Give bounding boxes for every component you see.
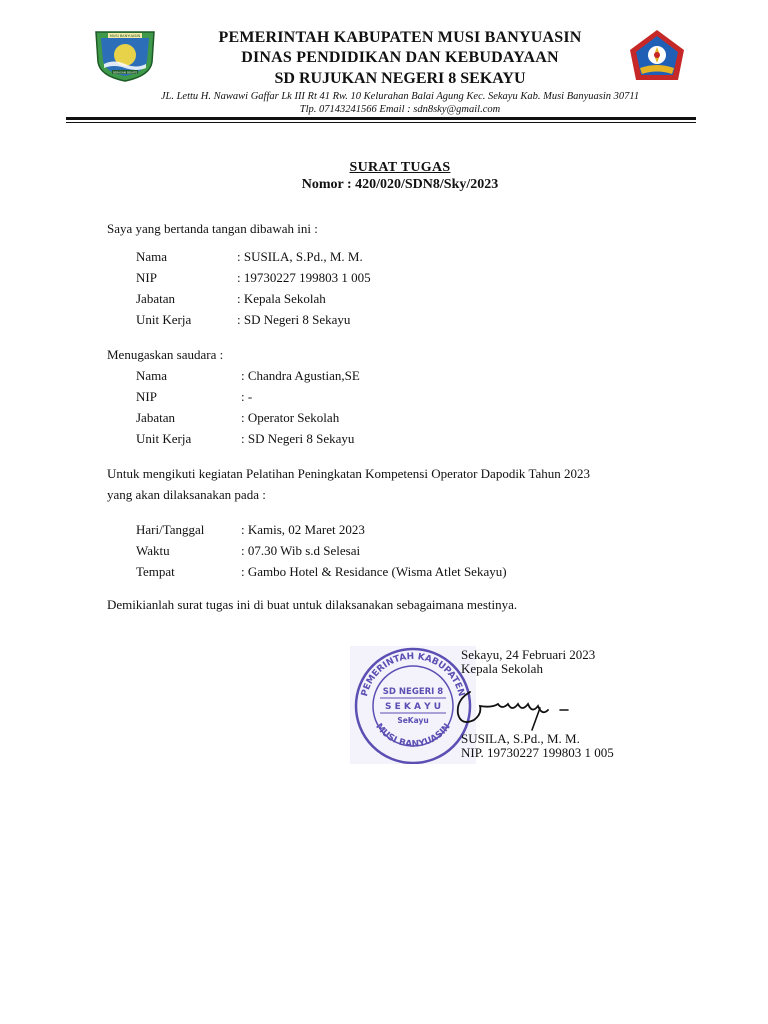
signer-value: : SUSILA, S.Pd., M. M. (237, 249, 363, 264)
assignee-value: : - (241, 389, 253, 404)
document-number: Nomor : 420/020/SDN8/Sky/2023 (301, 177, 499, 192)
stamp-arc-top: PEMERINTAH KABUPATEN (360, 651, 466, 698)
signer-value: : 19730227 199803 1 005 (237, 270, 371, 285)
document-title: SURAT TUGAS (349, 160, 451, 175)
header-divider-thin (66, 122, 696, 123)
schedule-value: : Kamis, 02 Maret 2023 (241, 522, 365, 537)
schedule-label: Hari/Tanggal (136, 522, 205, 537)
assignee-label: Jabatan (136, 410, 175, 425)
signature-place-date: Sekayu, 24 Februari 2023 (461, 647, 596, 662)
purpose-line-1: Untuk mengikuti kegiatan Pelatihan Peningkatan Kompetensi Operator Dapodik Tahun 2023 (107, 466, 590, 481)
schedule-value: : Gambo Hotel & Residance (Wisma Atlet Sekayu) (241, 564, 507, 579)
header-school: SD RUJUKAN NEGERI 8 SEKAYU (274, 70, 526, 87)
stamp-city: S E K A Y U (384, 702, 442, 712)
header-address: JL. Lettu H. Nawawi Gaffar Lk III Rt 41 Rw. 10 Kelurahan Balai Agung Kec. Sekayu Kab. Musi Banyuasin 30711 (160, 91, 640, 102)
schedule-value: : 07.30 Wib s.d Selesai (241, 543, 361, 558)
signer-value: : Kepala Sekolah (237, 291, 326, 306)
header-department: DINAS PENDIDIKAN DAN KEBUDAYAAN (241, 49, 559, 66)
purpose-line-2: yang akan dilaksanakan pada : (107, 487, 266, 502)
closing-text: Demikianlah surat tugas ini di buat untuk dilaksanakan sebagaimana mestinya. (107, 597, 518, 612)
schedule-label: Tempat (136, 564, 175, 579)
assignee-value: : Operator Sekolah (241, 410, 340, 425)
assignee-label: Nama (136, 368, 168, 383)
header-government: PEMERINTAH KABUPATEN MUSI BANYUASIN (218, 29, 582, 46)
assignee-label: Unit Kerja (136, 431, 192, 446)
handwritten-signature (452, 686, 582, 732)
left-logo-text: MUSI BANYUASIN (109, 34, 141, 38)
signer-label: Jabatan (136, 291, 175, 306)
musi-banyuasin-logo (92, 26, 158, 82)
assignee-value: : Chandra Agustian,SE (241, 368, 360, 383)
header-contact: Tlp. 07143241566 Email : sdn8sky@gmail.com (299, 104, 501, 115)
signer-label: Nama (136, 249, 168, 264)
school-emblem-logo (626, 28, 688, 84)
stamp-subtitle: SeKayu (397, 716, 429, 725)
left-logo-label: SERASAN SEKATE (112, 70, 138, 75)
signer-label: Unit Kerja (136, 312, 192, 327)
stamp-arc-bottom: MUSI BANYUASIN (373, 721, 453, 750)
header-divider-thick (66, 117, 696, 120)
signature-nip: NIP. 19730227 199803 1 005 (461, 745, 614, 760)
intro-text: Saya yang bertanda tangan dibawah ini : (107, 221, 318, 236)
stamp-school: SD NEGERI 8 (382, 687, 444, 697)
signer-value: : SD Negeri 8 Sekayu (237, 312, 351, 327)
signature-position: Kepala Sekolah (461, 661, 543, 676)
signature-name: SUSILA, S.Pd., M. M. (461, 731, 580, 746)
signer-label: NIP (136, 270, 157, 285)
assignee-value: : SD Negeri 8 Sekayu (241, 431, 355, 446)
schedule-label: Waktu (136, 543, 170, 558)
assignee-label: NIP (136, 389, 157, 404)
assign-intro-text: Menugaskan saudara : (107, 347, 224, 362)
